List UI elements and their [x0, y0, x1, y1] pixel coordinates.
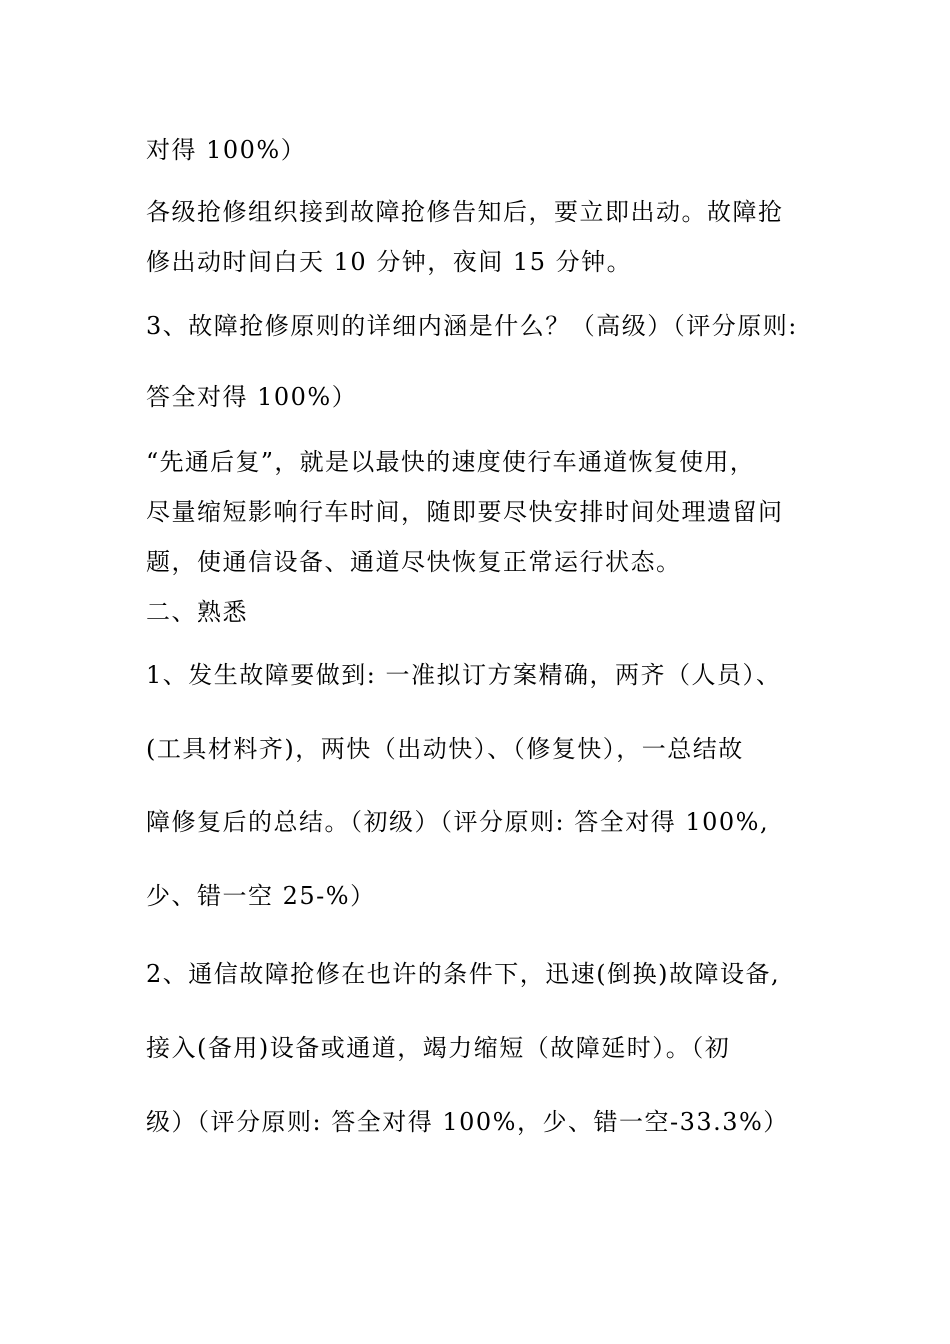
text-line: 题，使通信设备、通道尽快恢复正常运行状态。 [146, 548, 682, 576]
text-line: 答全对得 100%） [146, 383, 358, 411]
text-line: “先通后复”，就是以最快的速度使行车通道恢复使用， [146, 448, 756, 476]
section-heading: 二、熟悉 [146, 598, 248, 626]
text-line: 级）（评分原则: 答全对得 100%，少、错一空-33.3%） [146, 1108, 789, 1136]
text-line: (工具材料齐)，两快（出动快）、（修复快），一总结故 [146, 735, 744, 763]
question-heading: 2、通信故障抢修在也许的条件下，迅速(倒换)故障设备, [146, 960, 781, 988]
question-heading: 3、故障抢修原则的详细内涵是什么？（高级）（评分原则: [146, 312, 798, 340]
text-line: 对得 100%） [146, 136, 307, 164]
text-line: 尽量缩短影响行车时间，随即要尽快安排时间处理遗留问 [146, 498, 784, 526]
text-line: 接入(备用)设备或通道，竭力缩短（故障延时）。（初 [146, 1034, 731, 1062]
text-line: 障修复后的总结。（初级）（评分原则: 答全对得 100%, [146, 808, 770, 836]
question-heading: 1、发生故障要做到: 一准拟订方案精确，两齐（人员）、 [146, 661, 782, 689]
text-line: 修出动时间白天 10 分钟，夜间 15 分钟。 [146, 248, 633, 276]
text-line: 少、错一空 25-%） [146, 882, 376, 910]
text-line: 各级抢修组织接到故障抢修告知后，要立即出动。故障抢 [146, 198, 784, 226]
